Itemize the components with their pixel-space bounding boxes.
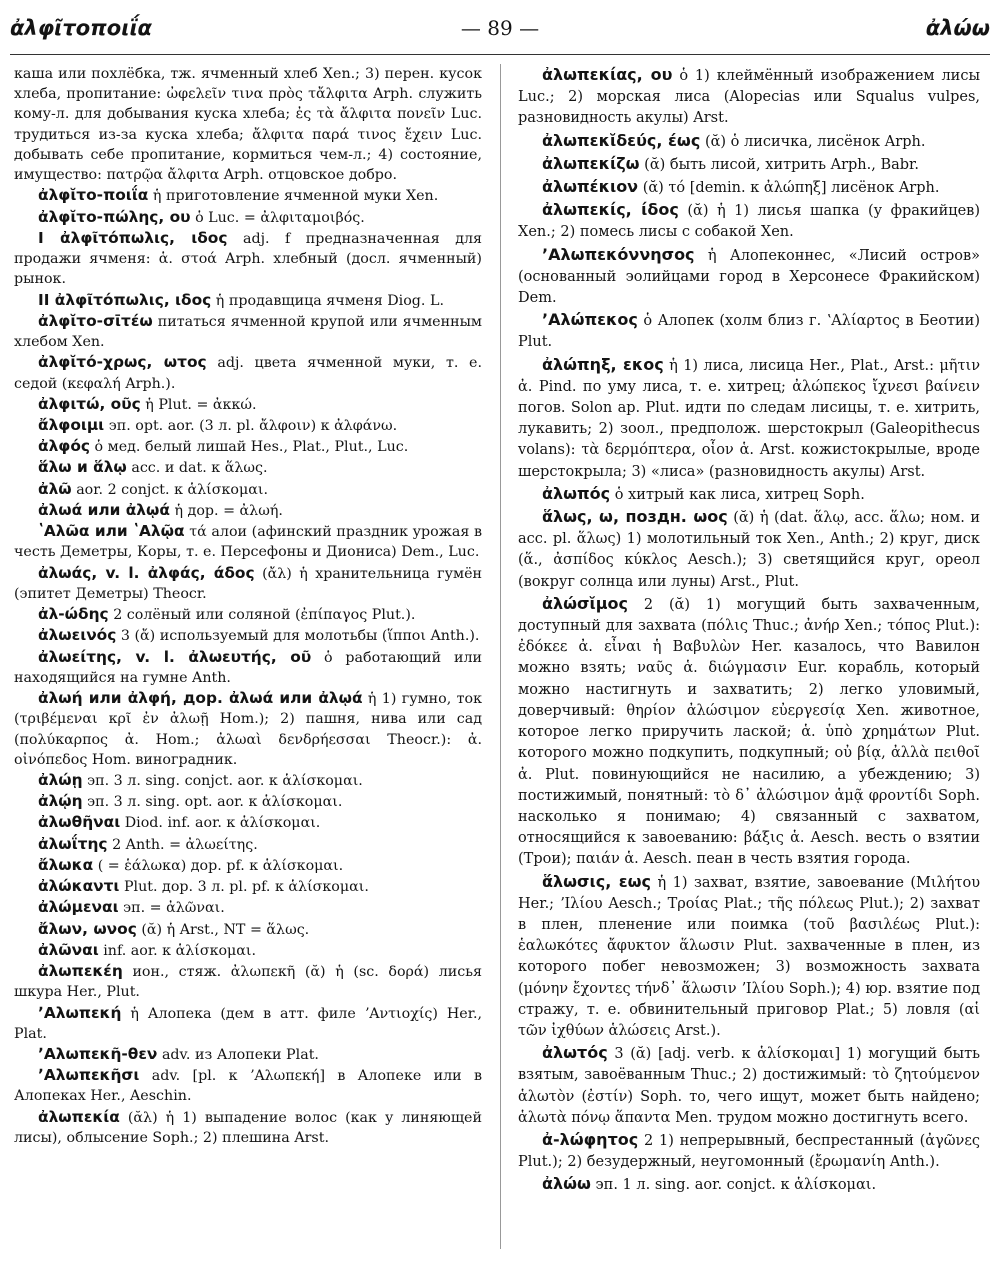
- entry-text: ὁ мед. белый лишай Hes., Plat., Plut., Luc.: [94, 439, 409, 456]
- entry-headword: ἀλφῐτο-πώλης, ου: [38, 207, 191, 226]
- entry-headword: ἀλῶ: [38, 479, 72, 498]
- dictionary-entry: [14, 625, 482, 646]
- entry-headword: ἀλωπεκίας, ου: [542, 65, 673, 84]
- running-head-first-word: ἀλφῖτοποιΐα: [10, 16, 152, 40]
- dictionary-entry: [518, 871, 980, 1043]
- right-column: [518, 64, 980, 1197]
- dictionary-entry: [14, 876, 482, 897]
- entry-headword: ʽΑλῶα или ʽΑλῷα: [38, 522, 185, 541]
- entry-text: adj. f предназначенная для продажи ячменя: ἁ. στοά Arph. хлебный (досл. ячменный) рынок.: [14, 230, 483, 288]
- entry-headword: ἄλφοιμι: [38, 415, 105, 434]
- entry-headword: ʼΑλώπεκος: [542, 310, 638, 330]
- dictionary-entry: [14, 311, 482, 352]
- entry-headword: ἀλωπεκίς, ίδος: [542, 200, 679, 220]
- dictionary-entry: [14, 521, 482, 562]
- entry-headword: ἀλώσῐμος: [542, 593, 628, 613]
- entry-headword: ἅλω и ἅλῳ: [38, 458, 127, 477]
- entry-headword: ʼΑλωπεκόννησος: [542, 244, 695, 264]
- entry-headword: II ἀλφῖτόπωλις, ιδος: [38, 290, 212, 309]
- entry-text: ὁ Алопек (холм близ г. ʽΑλίαρτος в Беотии) Plut.: [518, 313, 981, 351]
- entry-headword: ἄλωκα: [38, 855, 94, 874]
- entry-headword: ἀλώμεναι: [38, 898, 119, 917]
- dictionary-entry: [14, 207, 482, 228]
- dictionary-entry: [14, 770, 482, 791]
- entry-headword: ἀλ-ώδης: [38, 605, 109, 624]
- entry-headword: ʼΑλωπεκῆ-θεν: [38, 1045, 158, 1064]
- dictionary-entry: [518, 593, 980, 871]
- dictionary-entry: [518, 153, 980, 176]
- entry-headword: ἀλωπέκιον: [542, 177, 639, 197]
- entry-text: ἡ 1) лиса, лисица Her., Plat., Arst.: μῆτιν ἀ. Pind. по уму лиса, т. е. хитрец; ἀλώπεκος ἴχνεσι βαίνειν погов. Solon ap. Plut. идти по следам лисицы, т. е. хитрить, лукавить; 2) зоол., предполож. шерстокрыл (Galeopithecus volans): τὰ δερμόπτερα, οἷον ἁ. Arst. кожистокрылые, вроде шерстокрыла; 3) «лиса» (разновидность акулы) Arst.: [518, 357, 981, 480]
- entry-text: ἡ дор. = ἀλωή.: [174, 502, 283, 519]
- entry-text: эп. = ἀλῶναι.: [123, 900, 225, 917]
- entry-text: Plut. дор. 3 л. pl. pf. к ἁλίσκομαι.: [123, 879, 369, 896]
- dictionary-entry: [14, 436, 482, 457]
- dictionary-entry: [518, 483, 980, 506]
- dictionary-entry: [14, 1003, 482, 1044]
- entry-text: (ᾰλ) ἡ 1) выпадение волос (как у линяющей лисы), облысение Soph.; 2) плешина Arst.: [14, 1109, 482, 1146]
- entry-headword: ἀλφός: [38, 437, 90, 456]
- dictionary-entry: [518, 244, 980, 310]
- entry-headword: ἀλώκαντι: [38, 877, 120, 896]
- entry-headword: ἀλῴη: [38, 792, 83, 811]
- entry-text: ион., стяж. ἀλωπεκῆ (ᾰ) ἡ (sc. δορά) лисья шкура Her., Plut.: [14, 964, 482, 1001]
- entry-text: эп. 1 л. sing. aor. conjct. к ἁλίσκομαι.: [595, 1177, 877, 1194]
- dictionary-entry: [14, 563, 482, 604]
- running-head-last-word: ἀλώω: [925, 16, 990, 40]
- entry-text: ὁ 1) клеймённый изображением лисы Luc.; 2) морская лиса (Alopecias или Squalus vulpes, разновидность акулы) Arst.: [518, 68, 981, 127]
- entry-text: adj. цвета ячменной муки, т. е. седой (κεφαλή Arph.).: [14, 355, 482, 392]
- entry-headword: ἀλωΐτης: [38, 834, 108, 853]
- entry-text: ὁ работающий или находящийся на гумне Anth.: [14, 649, 482, 686]
- entry-text: эп. opt. aor. (3 л. pl. ἄλφοιν) к ἀλφάνω.: [108, 417, 398, 434]
- dictionary-entry: [14, 791, 482, 812]
- entry-text: τά алои (афинский праздник урожая в честь Деметры, Коры, т. е. Персефоны и Диониса) Dem., Luc.: [14, 524, 483, 561]
- entry-headword: ʼΑλωπεκή: [38, 1003, 122, 1022]
- entry-headword: ἅλωσις, εως: [542, 871, 652, 891]
- dictionary-entry: [14, 647, 482, 688]
- dictionary-entry: [14, 688, 482, 770]
- entry-text: ἡ 1) захват, взятие, завоевание (Μιλήτου Her.; ʼΙλίου Aesch.; Τροίας Plat.; τῆς πόλεως Plut.); 2) захват в плен, пленение или поимка (τοῦ βασιλέως Plut.): ἑαλωκότες ἄφυκτον ἅλωσιν Plut. захваченные в плен, из которого побег невозможен; 3) возможность захвата (μόνην ἔχοντες τήνδ᾽ ἅλωσιν ʼΙλίου Soph.); 4) юр. взятие под стражу, т. е. обвинительный приговор Plat.; 5) ловля (αἱ τῶν ἰχθύων ἁλώσεις Arst.).: [518, 874, 981, 1039]
- dictionary-entry: [518, 176, 980, 199]
- dictionary-entry: [518, 64, 980, 130]
- entry-text: Diod. inf. aor. к ἁλίσκομαι.: [124, 815, 321, 832]
- entry-text: эп. 3 л. sing. opt. aor. к ἁλίσκομαι.: [87, 794, 343, 811]
- dictionary-entry: [14, 394, 482, 415]
- entry-headword: I ἀλφῖτόπωλις, ιδος: [38, 228, 228, 247]
- entry-headword: ἀλωάς, v. l. ἀλφάς, άδος: [38, 563, 255, 582]
- entry-text: ἡ 1) гумно, ток (τριβέμεναι κρῖ ἐν ἀλωῇ Hom.); 2) пашня, нива или сад (πολύκαρπος ἀ. Hom.; ἀλωαὶ δενδρήεσσαι Theocr.): ἀ. οἰνόπεδος Hom. виноградник.: [14, 691, 482, 768]
- dictionary-entry: [14, 812, 482, 833]
- entry-headword: ἀλφῐτο-ποιΐα: [38, 186, 149, 205]
- entry-text: (ᾰ) τό [demin. к ἀλώπηξ] лисёнок Arph.: [642, 180, 940, 197]
- dictionary-entry: [14, 228, 482, 290]
- dictionary-entry: [14, 855, 482, 876]
- dictionary-entry: [14, 919, 482, 940]
- entry-text: ἡ Алопеконнес, «Лисий остров» (основанный эолийцами город в Херсонесе Фракийском) Dem.: [518, 247, 981, 307]
- entry-text: ( = ἑάλωκα) дор. pf. к ἁλίσκομαι.: [97, 857, 344, 874]
- entry-text: (ᾰ) ἡ (dat. ἅλῳ, acc. ἅλω; ном. и acc. pl. ἅλως) 1) молотильный ток Xen., Anth.; 2) круг, диск (ἅ., ἀσπίδος κύκλος Aesch.); 3) светящийся круг, ореол (вокруг солнца или луны) Arst., Plut.: [518, 510, 981, 590]
- entry-text: ἡ Plut. = ἀκκώ.: [145, 396, 257, 413]
- entry-text: ἡ Алопека (дем в атт. филе ʼΑντιοχίς) Her., Plat.: [14, 1005, 483, 1042]
- entry-text: 2 солёный или соляной (ἐπίπαγος Plut.).: [113, 607, 416, 624]
- entry-headword: ἀλφῐτο-σῑτέω: [38, 311, 153, 330]
- entry-headword: ἀλώπηξ, εκος: [542, 354, 664, 374]
- entry-headword: ἀλωπός: [542, 483, 611, 503]
- entry-headword: ἀλωτός: [542, 1043, 608, 1063]
- entry-headword: ἀλῶναι: [38, 940, 99, 959]
- entry-headword: ἀλωπεκία: [38, 1107, 120, 1126]
- entry-headword: ἀλώω: [542, 1174, 591, 1194]
- dictionary-entry: [14, 479, 482, 500]
- entry-text: 2 (ᾰ) 1) могущий быть захваченным, доступный для захвата (πόλις Thuc.; ἀνήρ Xen.; τόπος Plut.): ἐδόκεε ἀ. εἶναι ἡ Βαβυλὼν Her. казалось, что Вавилон можно взять; ναῦς ἁ. διώγμασιν Eur. корабль, который можно настигнуть и захватить; 2) легко уловимый, доверчивый: θηρίον ἀλώσιμον εὐεργεσίᾳ Xen. животное, которое легко приручить лаской; ἁ. ὑπὸ χρημάτων Plut. которого можно подкупить, подкупный; οὐ βίᾳ, ἀλλὰ πειθοῖ ἀ. Plut. повинующийся не насилию, а убеждению; 3) постижимый, понятный: τὸ δ᾽ ἀλώσιμον ἁμᾷ φροντίδι Soph. насколько я понимаю; 4) связанный с захватом, относящийся к завоеванию: βάξις ἁ. Aesch. весть о взятии (Трои); παιάν ἁ. Aesch. пеан в честь взятия города.: [518, 596, 981, 868]
- entry-headword: ἀλωθῆναι: [38, 813, 121, 832]
- entry-headword: ἀλωεινός: [38, 626, 117, 645]
- entry-text: (ᾰ) ἡ 1) лисья шапка (у фракийцев) Xen.; 2) помесь лисы с собакой Xen.: [518, 203, 981, 241]
- entry-text: эп. 3 л. sing. conjct. aor. к ἁλίσκομαι.: [87, 772, 363, 789]
- entry-headword: ἀλωή или ἀλφή, дор. ἀλωά или ἀλῳά: [38, 689, 363, 708]
- dictionary-entry: [518, 199, 980, 243]
- entry-text: adv. из Алопеки Plat.: [161, 1047, 319, 1064]
- dictionary-entry: [518, 1173, 980, 1196]
- dictionary-entry: [14, 961, 482, 1002]
- entry-headword: ἀλωείτης, v. l. ἀλωευτής, οῦ: [38, 647, 312, 666]
- entry-headword: ἀλώῃ: [38, 770, 83, 789]
- column-divider: [500, 64, 501, 1249]
- dictionary-entry: [518, 354, 980, 483]
- entry-text: (ᾰ) быть лисой, хитрить Arph., Babr.: [644, 156, 919, 173]
- page-number: — 89 —: [460, 16, 540, 40]
- dictionary-entry: [14, 457, 482, 478]
- dictionary-entry: [14, 1107, 482, 1148]
- entry-text: adv. [pl. к ʼΑλωπεκή] в Алопеке или в Алопеках Her., Aeschin.: [14, 1068, 483, 1105]
- entry-headword: ʼΑλωπεκῆσι: [38, 1066, 140, 1085]
- entry-text: каша или похлёбка, тж. ячменный хлеб Xen.; 3) перен. кусок хлеба, пропитание: ὠφελεῖν τινα πρὸς τἄλφιτα Arph. служить кому-л. для добывания куска хлеба; ἐς τὰ ἄλφιτα πονεῖν Luc. трудиться из-за куска хлеба; ἄλφιτα παρά τινος ἔχειν Luc. добывать себе пропитание, кормиться чем-л.; 4) состояние, имущество: πατρῷα ἄλφιτα Arph. отцовское добро.: [14, 66, 482, 184]
- left-column: [14, 64, 482, 1148]
- entry-text: питаться ячменной крупой или ячменным хлебом Xen.: [14, 313, 483, 351]
- entry-headword: ἀλωπεκίζω: [542, 153, 640, 173]
- dictionary-entry: [14, 64, 482, 185]
- entry-text: 2 Anth. = ἀλωείτης.: [112, 836, 258, 853]
- dictionary-entry: [14, 415, 482, 436]
- entry-text: 3 (ᾰ) [adj. verb. к ἁλίσκομαι] 1) могущий быть взятым, завоёванным Thuc.; 2) достижимый: τὸ ζητούμενον ἁλωτὸν (ἐστίν) Soph. то, чего ищут, может быть найдено; ἁλωτὰ πόνῳ ἅπαντα Men. трудом можно достигнуть всего.: [518, 1046, 981, 1126]
- dictionary-entry: [14, 290, 482, 311]
- entry-text: ἡ продавщица ячменя Diog. L.: [215, 292, 444, 309]
- entry-text: ὁ Luc. = ἀλφιταμοιβός.: [195, 209, 365, 226]
- dictionary-entry: [14, 185, 482, 206]
- dictionary-entry: [14, 897, 482, 918]
- dictionary-entry: [518, 1129, 980, 1173]
- entry-text: (ᾰ) ἡ Arst., NT = ἅλως.: [141, 921, 310, 938]
- dictionary-entry: [518, 130, 980, 153]
- entry-headword: ἅλως, ω, поздн. ωος: [542, 507, 728, 527]
- dictionary-entry: [14, 352, 482, 393]
- entry-text: (ᾰ) ὁ лисичка, лисёнок Arph.: [704, 133, 926, 150]
- dictionary-entry: [518, 506, 980, 593]
- dictionary-entry: [14, 834, 482, 855]
- entry-text: aor. 2 conjct. к ἁλίσκομαι.: [76, 481, 268, 498]
- dictionary-entry: [14, 940, 482, 961]
- page-header: [10, 10, 990, 55]
- dictionary-entry: [518, 309, 980, 353]
- dictionary-entry: [14, 604, 482, 625]
- entry-headword: ἀ-λώφητος: [542, 1129, 639, 1149]
- entry-headword: ἀλωά или ἀλῳά: [38, 500, 170, 519]
- dictionary-entry: [14, 1044, 482, 1065]
- entry-text: ὁ хитрый как лиса, хитрец Soph.: [614, 486, 865, 503]
- entry-text: 3 (ἄ) используемый для молотьбы (ἵπποι Anth.).: [120, 628, 480, 645]
- entry-text: 2 1) непрерывный, беспрестанный (ἀγῶνες Plut.); 2) безудержный, неугомонный (ἔρωμανίη Anth.).: [518, 1132, 980, 1171]
- entry-text: ἡ приготовление ячменной муки Xen.: [152, 188, 439, 205]
- entry-headword: ἀλφιτώ, οῦς: [38, 394, 141, 413]
- entry-text: (ἄλ) ἡ хранительница гумён (эпитет Деметры) Theocr.: [14, 565, 483, 602]
- entry-headword: ἀλωπεκῐδεύς, έως: [542, 130, 701, 150]
- entry-headword: ἀλφῐτό-χρως, ωτος: [38, 353, 207, 372]
- entry-text: acc. и dat. к ἅλως.: [131, 460, 268, 477]
- dictionary-entry: [14, 1065, 482, 1106]
- entry-text: inf. aor. к ἁλίσκομαι.: [103, 942, 257, 959]
- entry-headword: ἀλωπεκέη: [38, 962, 123, 981]
- entry-headword: ἄλων, ωνος: [38, 919, 137, 938]
- dictionary-entry: [518, 1042, 980, 1129]
- dictionary-entry: [14, 500, 482, 521]
